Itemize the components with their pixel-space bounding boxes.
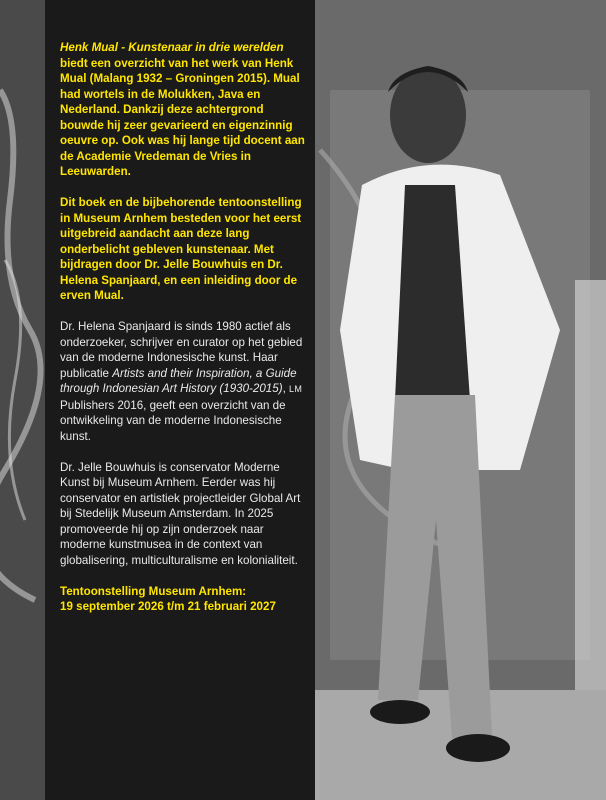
spanjaard-bio-paragraph	[60, 319, 306, 444]
bouwhuis-bio-paragraph: Dr. Jelle Bouwhuis is conservator Moderne Kunst bij Museum Arnhem. Eerder was hij conservator en artistiek projectleider Global Art bij Stedelijk Museum Amsterdam. In 2025 promoveerde hij op zijn onderzoek naar moderne kunstmusea in de context van globalisering, multiculturalisme en kolonialiteit.	[60, 460, 301, 567]
intro-text: biedt een overzicht van het werk van Henk Mual (Malang 1932 – Groningen 2015). Mual had wortels in de Molukken, Java en Nederland. Dankzij deze achtergrond bouwde hij zeer gevarieerd en eigenzinnig oeuvre op. Ook was hij lange tijd docent aan de Academie Vredeman de Vries in Leeuwarden.	[60, 56, 305, 178]
exhibition-info	[60, 584, 306, 615]
publication-title: Artists and their Inspiration, a Guide through Indonesian Art History (1930-2015)	[60, 366, 297, 395]
publisher-initials: LM	[289, 384, 303, 394]
book-title: Henk Mual - Kunstenaar in drie werelden	[60, 41, 284, 54]
publication-details: Publishers 2016, geeft een overzicht van de ontwikkeling van de moderne Indonesische kunst.	[60, 398, 286, 443]
comma: ,	[282, 382, 286, 395]
exhibition-dates: 19 september 2026 t/m 21 februari 2027	[60, 600, 276, 613]
spanjaard-bio-text: Dr. Helena Spanjaard is sinds 1980 actief als onderzoeker, schrijver en curator op het gebied van de moderne Indonesische kunst. Haar publicatie	[60, 320, 303, 380]
book-description-paragraph: Dit boek en de bijbehorende tentoonstelling in Museum Arnhem besteden voor het eerst uitgebreid aandacht aan deze lang onderbelicht gebleven kunstenaar. Met bijdragen door Dr. Jelle Bouwhuis en Dr. Helena Spanjaard, en een inleiding door de erven Mual.	[60, 196, 302, 302]
intro-paragraph	[60, 40, 306, 180]
back-cover-text	[60, 40, 306, 630]
exhibition-label: Tentoonstelling Museum Arnhem:	[60, 584, 247, 598]
